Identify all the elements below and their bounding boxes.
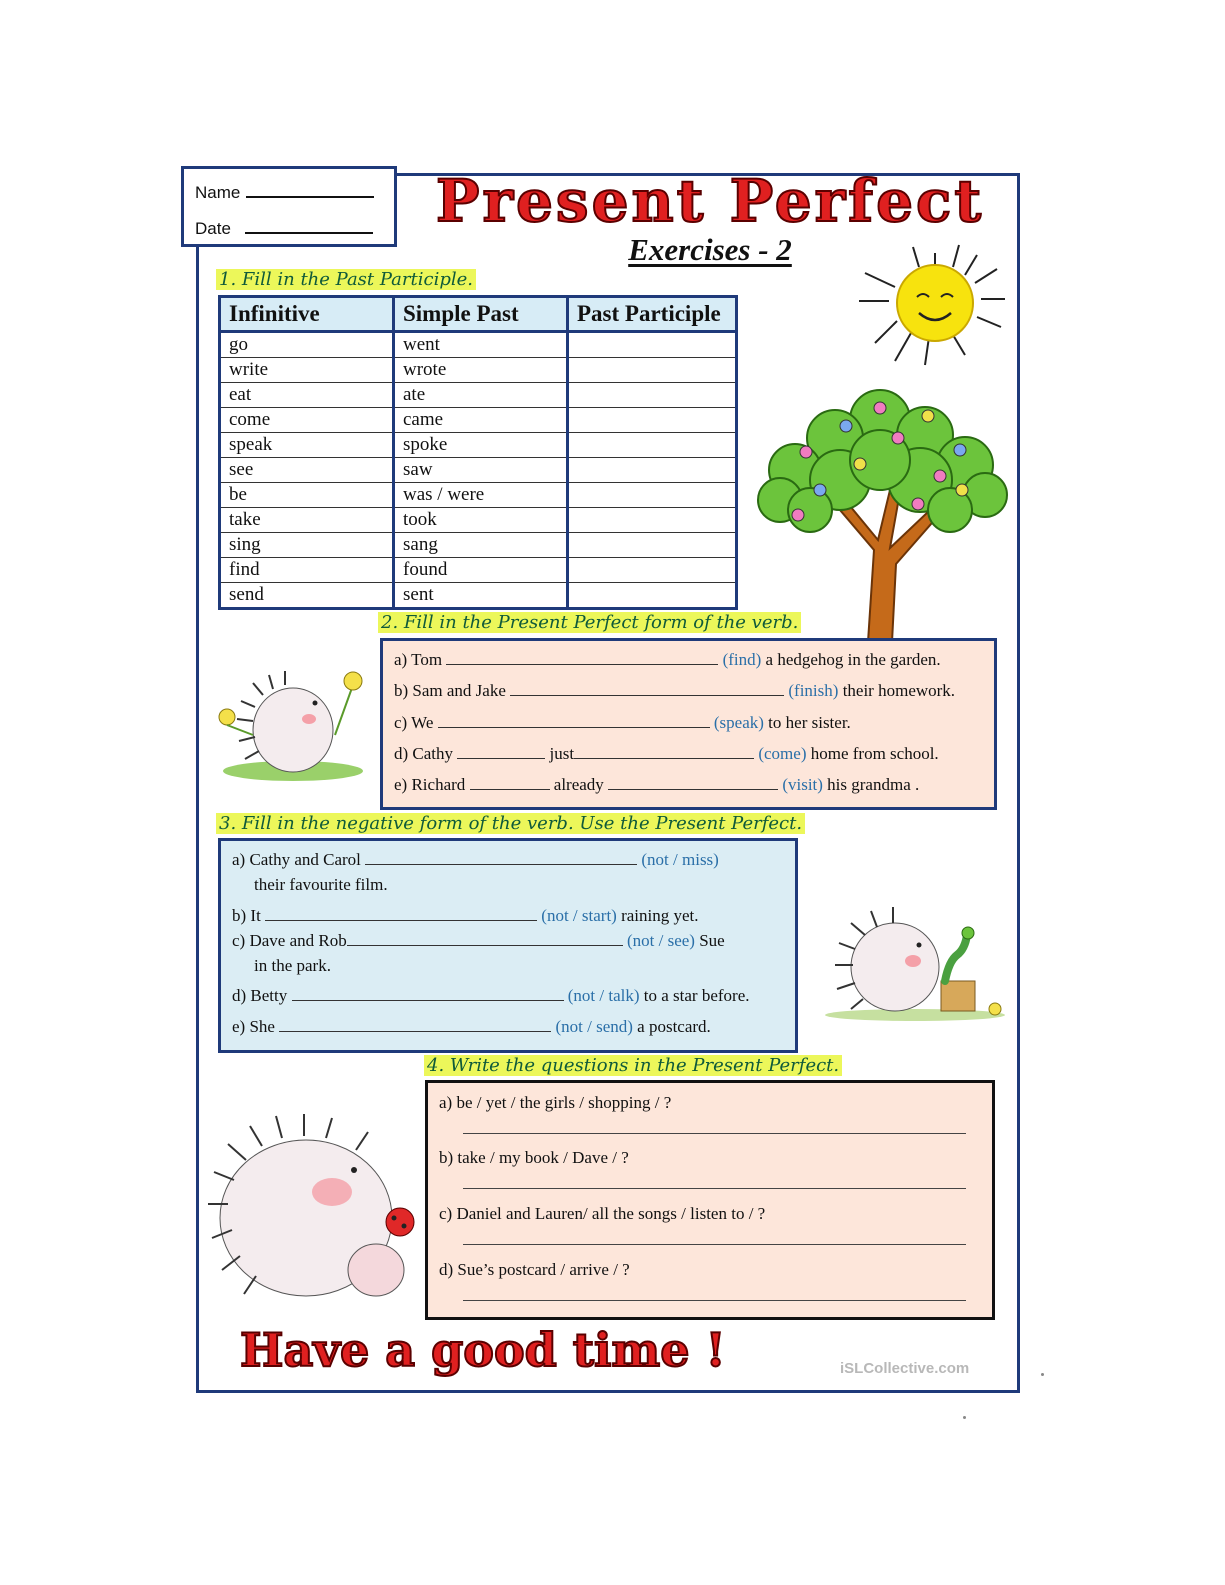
- infinitive-cell: send: [220, 583, 394, 609]
- exercise-item: [232, 986, 750, 1006]
- verb-cue: (come): [758, 744, 807, 763]
- exercise-item: [394, 650, 941, 670]
- past-participle-cell[interactable]: [568, 533, 737, 558]
- table-row: [220, 583, 737, 609]
- item-rest: their homework.: [842, 681, 956, 700]
- verb-cue: (not / see): [626, 931, 695, 950]
- page-subtitle: Exercises - 2: [628, 232, 792, 267]
- section3-heading: 3. Fill in the negative form of the verb. Use the Present Perfect.: [216, 813, 805, 834]
- section4-box: [425, 1080, 995, 1320]
- answer-blank[interactable]: [292, 986, 564, 1001]
- exercise-item: [394, 744, 939, 764]
- exercise-item: [232, 931, 725, 951]
- past-participle-cell[interactable]: [568, 583, 737, 609]
- answer-blank[interactable]: [510, 681, 784, 696]
- question-prompt: c) Daniel and Lauren/ all the songs / listen to / ?: [439, 1204, 766, 1223]
- item-prefix: b) It: [232, 906, 261, 925]
- past-participle-cell[interactable]: [568, 483, 737, 508]
- answer-blank[interactable]: [365, 850, 637, 865]
- exercise-item: [232, 1017, 711, 1037]
- item-prefix: e) She: [232, 1017, 275, 1036]
- verb-cue: (not / talk): [567, 986, 640, 1005]
- section2-box: [380, 638, 997, 810]
- table-row: [220, 483, 737, 508]
- item-rest: raining yet.: [621, 906, 699, 925]
- infinitive-cell: come: [220, 408, 394, 433]
- verb-cue: (find): [722, 650, 762, 669]
- answer-blank[interactable]: [470, 775, 550, 790]
- item-adverb: just: [549, 744, 575, 763]
- infinitive-cell: eat: [220, 383, 394, 408]
- past-participle-cell[interactable]: [568, 558, 737, 583]
- table-header-row: [220, 297, 737, 332]
- past-participle-cell[interactable]: [568, 332, 737, 358]
- question-prompt: d) Sue’s postcard / arrive / ?: [439, 1260, 630, 1279]
- simple-past-cell: saw: [394, 458, 568, 483]
- watermark-credit: iSLCollective.com: [840, 1360, 970, 1377]
- question-prompt: a) be / yet / the girls / shopping / ?: [439, 1093, 672, 1112]
- table-row: [220, 332, 737, 358]
- page-title: [420, 166, 1000, 238]
- question-prompt: b) take / my book / Dave / ?: [439, 1148, 629, 1167]
- section3-box: [218, 838, 798, 1053]
- infinitive-cell: sing: [220, 533, 394, 558]
- table-row: [220, 433, 737, 458]
- exercise-item: [394, 775, 919, 795]
- date-field[interactable]: [245, 218, 373, 234]
- column-header: Simple Past: [394, 297, 568, 332]
- past-participle-cell[interactable]: [568, 508, 737, 533]
- simple-past-cell: wrote: [394, 358, 568, 383]
- column-header: Past Participle: [568, 297, 737, 332]
- sun-icon: [855, 243, 1015, 371]
- item-rest: a hedgehog in the garden.: [765, 650, 941, 669]
- simple-past-cell: sang: [394, 533, 568, 558]
- simple-past-cell: took: [394, 508, 568, 533]
- infinitive-cell: find: [220, 558, 394, 583]
- item-rest: a postcard.: [637, 1017, 711, 1036]
- table-row: [220, 358, 737, 383]
- stray-dot: [963, 1416, 966, 1419]
- stray-dot: [1041, 1373, 1044, 1376]
- infinitive-cell: take: [220, 508, 394, 533]
- verb-cue: (not / start): [541, 906, 617, 925]
- item-prefix: e) Richard: [394, 775, 466, 794]
- item-rest: to a star before.: [643, 986, 750, 1005]
- exercise-item: [394, 681, 955, 701]
- item-prefix: a) Cathy and Carol: [232, 850, 361, 869]
- tree-icon: [750, 380, 1012, 642]
- answer-line[interactable]: [463, 1300, 966, 1301]
- name-label: Name: [195, 183, 241, 202]
- past-participle-cell[interactable]: [568, 358, 737, 383]
- item-prefix: b) Sam and Jake: [394, 681, 506, 700]
- answer-line[interactable]: [463, 1133, 966, 1134]
- simple-past-cell: spoke: [394, 433, 568, 458]
- past-participle-cell[interactable]: [568, 408, 737, 433]
- footer-slogan: [240, 1318, 820, 1378]
- infinitive-cell: write: [220, 358, 394, 383]
- section4-heading: 4. Write the questions in the Present Perfect.: [424, 1055, 842, 1076]
- column-header: Infinitive: [220, 297, 394, 332]
- simple-past-cell: sent: [394, 583, 568, 609]
- item-prefix: d) Betty: [232, 986, 288, 1005]
- item-prefix: a) Tom: [394, 650, 443, 669]
- answer-line[interactable]: [463, 1188, 966, 1189]
- answer-blank[interactable]: [457, 744, 545, 759]
- hedgehog-flowers-icon: [203, 655, 373, 783]
- table-row: [220, 458, 737, 483]
- table-row: [220, 383, 737, 408]
- past-participle-cell[interactable]: [568, 383, 737, 408]
- name-field[interactable]: [246, 182, 374, 198]
- verb-cue: (finish): [788, 681, 839, 700]
- simple-past-cell: was / were: [394, 483, 568, 508]
- date-label: Date: [195, 219, 231, 238]
- answer-blank[interactable]: [438, 713, 710, 728]
- verb-table: [218, 295, 738, 610]
- name-date-box: [181, 166, 397, 247]
- item-prefix: c) Dave and Rob: [232, 931, 347, 950]
- verb-cue: (not / send): [555, 1017, 633, 1036]
- simple-past-cell: came: [394, 408, 568, 433]
- simple-past-cell: went: [394, 332, 568, 358]
- past-participle-cell[interactable]: [568, 458, 737, 483]
- section2-heading: 2. Fill in the Present Perfect form of the verb.: [378, 612, 801, 633]
- svg-text:Have a good time !: Have a good time !: [240, 1323, 726, 1377]
- table-row: [220, 533, 737, 558]
- exercise-item: [232, 850, 719, 870]
- item-rest: home from school.: [810, 744, 939, 763]
- hedgehog-ladybug-icon: [206, 1110, 416, 1310]
- answer-blank[interactable]: [347, 931, 623, 946]
- infinitive-cell: be: [220, 483, 394, 508]
- table-row: [220, 508, 737, 533]
- item-continuation: their favourite film.: [254, 875, 388, 894]
- item-rest: Sue: [699, 931, 725, 950]
- answer-blank[interactable]: [279, 1017, 551, 1032]
- item-rest: to her sister.: [768, 713, 851, 732]
- exercise-item: [394, 713, 851, 733]
- answer-blank[interactable]: [608, 775, 778, 790]
- answer-blank[interactable]: [446, 650, 718, 665]
- item-prefix: c) We: [394, 713, 434, 732]
- section1-heading: 1. Fill in the Past Participle.: [216, 269, 476, 290]
- item-prefix: d) Cathy: [394, 744, 454, 763]
- simple-past-cell: found: [394, 558, 568, 583]
- svg-text:Present Perfect: Present Perfect: [435, 167, 985, 235]
- verb-cue: (not / miss): [641, 850, 719, 869]
- simple-past-cell: ate: [394, 383, 568, 408]
- infinitive-cell: see: [220, 458, 394, 483]
- item-continuation: in the park.: [254, 956, 331, 975]
- item-adverb: already: [553, 775, 604, 794]
- verb-cue: (speak): [713, 713, 764, 732]
- infinitive-cell: go: [220, 332, 394, 358]
- answer-line[interactable]: [463, 1244, 966, 1245]
- hedgehog-caterpillar-icon: [815, 905, 1010, 1023]
- table-row: [220, 408, 737, 433]
- past-participle-cell[interactable]: [568, 433, 737, 458]
- exercise-item: [232, 906, 699, 926]
- answer-blank[interactable]: [265, 906, 537, 921]
- answer-blank[interactable]: [574, 744, 754, 759]
- verb-cue: (visit): [782, 775, 823, 794]
- table-row: [220, 558, 737, 583]
- item-rest: his grandma .: [827, 775, 920, 794]
- infinitive-cell: speak: [220, 433, 394, 458]
